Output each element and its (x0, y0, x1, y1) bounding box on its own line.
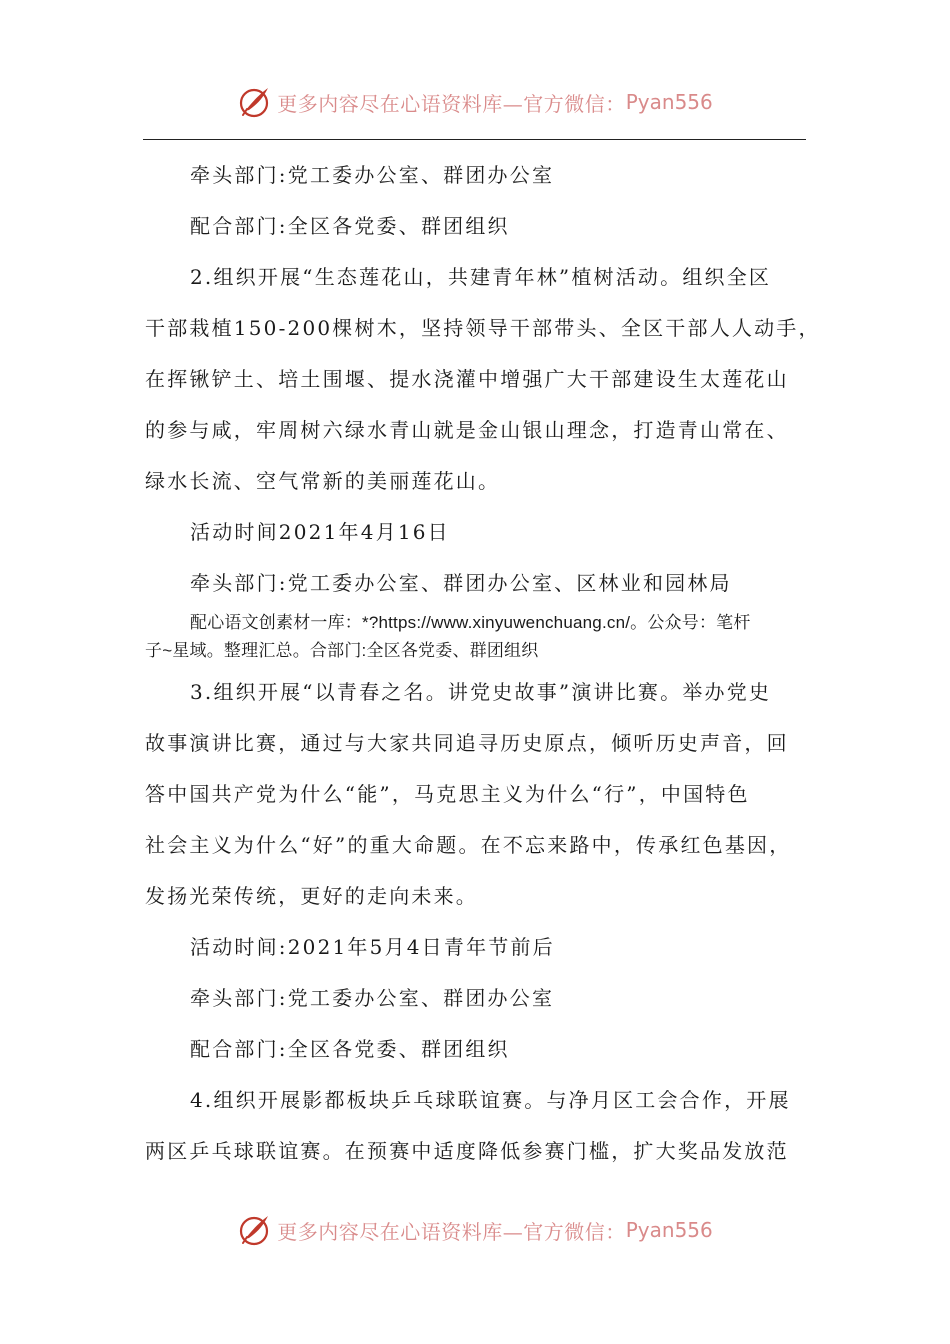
paragraph-activity-time-1: 活动时间2021年4月16日 (190, 520, 450, 544)
document-body (145, 150, 821, 1177)
paragraph-item-2-line-3: 在挥锹铲土、培土围堰、提水浇灌中增强广大干部建设生太莲花山 (145, 367, 789, 391)
paragraph-lead-dept-3: 牵头部门:党工委办公室、群团办公室 (190, 986, 555, 1010)
quill-logo-icon (237, 1212, 273, 1248)
quill-logo-icon (237, 84, 273, 120)
paragraph-item-2-line-4: 的参与咸，牢周树六绿水青山就是金山银山理念，打造青山常在、 (145, 418, 789, 442)
paragraph-item-2-line-2: 干部栽植150-200棵树木，坚持领导干部带头、全区干部人人动手， (145, 316, 821, 340)
paragraph-item-2-line-5: 绿水长流、空气常新的美丽莲花山。 (145, 469, 501, 493)
paragraph-item-3-line-4: 社会主义为什么“好”的重大命题。在不忘来路中，传承红色基因， (145, 833, 792, 857)
paragraph-item-3-line-5: 发扬光荣传统，更好的走向未来。 (145, 884, 478, 908)
paragraph-lead-dept-2: 牵头部门:党工委办公室、群团办公室、区林业和园林局 (190, 571, 732, 595)
inserted-note-line-1: 配心语文创素材一库：*?https://www.xinyuwenchuang.cn/。公众号：笔杆 (190, 613, 751, 632)
paragraph-item-2-line-1: 2.组织开展“生态莲花山，共建青年林”植树活动。组织全区 (190, 265, 772, 289)
banner-wechat-id: Pyan556 (625, 90, 713, 114)
banner-wechat-id: Pyan556 (625, 1218, 713, 1242)
header-banner (0, 80, 950, 124)
paragraph-item-3-line-2: 故事演讲比赛，通过与大家共同追寻历史原点，倾听历史声音，回 (145, 731, 789, 755)
paragraph-item-4-line-2: 两区乒乓球联谊赛。在预赛中适度降低参赛门槛，扩大奖品发放范 (145, 1139, 789, 1163)
paragraph-lead-dept-1: 牵头部门:党工委办公室、群团办公室 (190, 163, 555, 187)
paragraph-activity-time-2: 活动时间:2021年5月4日青年节前后 (190, 935, 555, 959)
paragraph-coop-dept-1: 配合部门:全区各党委、群团组织 (190, 214, 510, 238)
banner-text: 更多内容尽在心语资料库—官方微信： (277, 91, 626, 116)
footer-banner (0, 1208, 950, 1252)
inserted-note-line-2: 子~星域。整理汇总。合部门:全区各党委、群团组织 (145, 641, 539, 660)
banner-text: 更多内容尽在心语资料库—官方微信： (277, 1219, 626, 1244)
paragraph-coop-dept-3: 配合部门:全区各党委、群团组织 (190, 1037, 510, 1061)
paragraph-item-3-line-1: 3.组织开展“以青春之名。讲党史故事”演讲比赛。举办党史 (190, 680, 772, 704)
paragraph-item-3-line-3: 答中国共产党为什么“能”，马克思主义为什么“行”，中国特色 (145, 782, 750, 806)
paragraph-item-4-line-1: 4.组织开展影都板块乒乓球联谊赛。与净月区工会合作，开展 (190, 1088, 791, 1112)
header-divider (143, 139, 806, 140)
